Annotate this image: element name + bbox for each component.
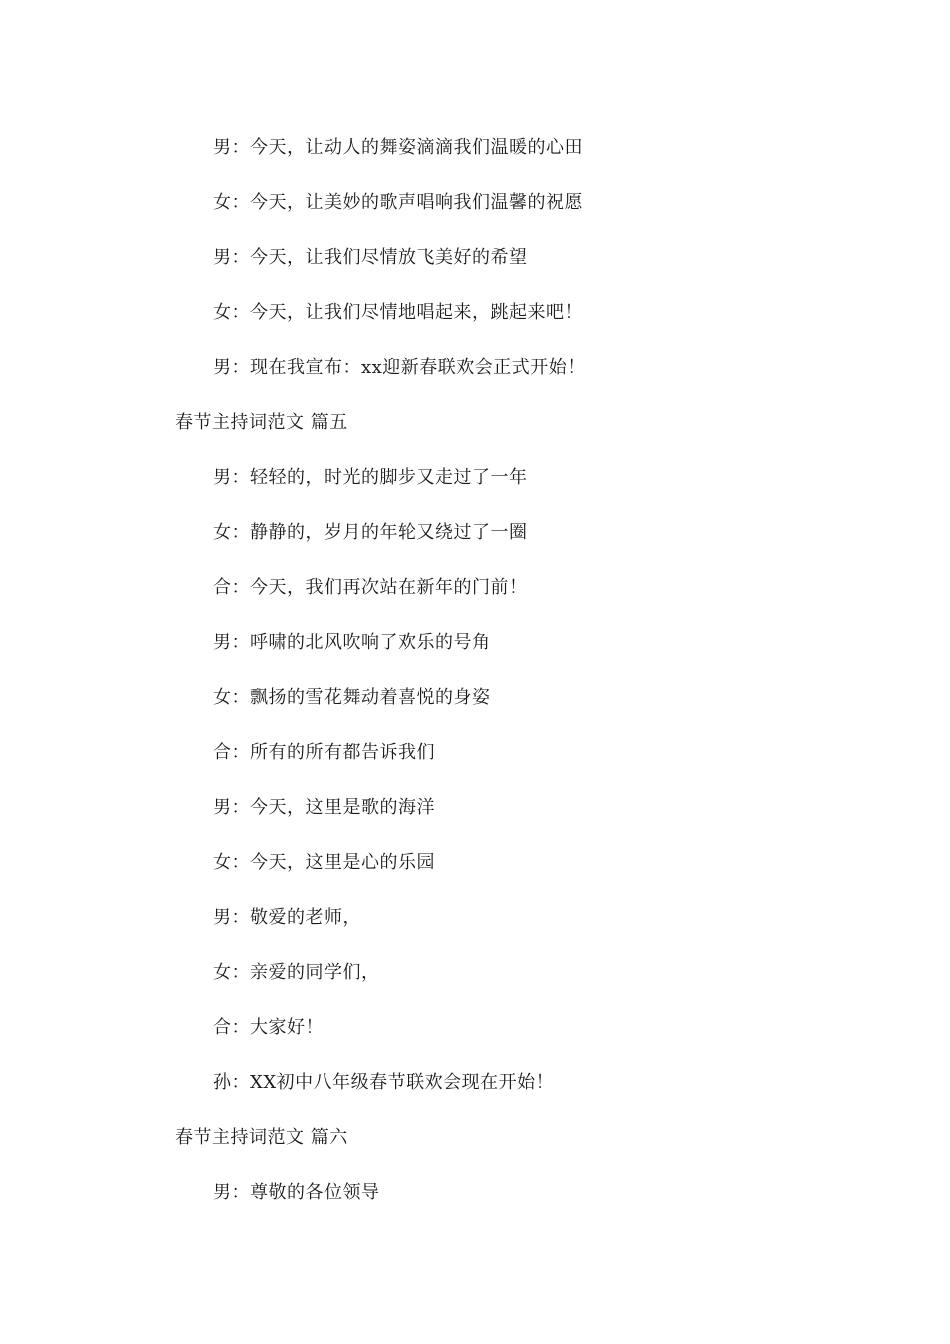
dialogue-line: 合：所有的所有都告诉我们 [213,742,435,763]
dialogue-line: 男：今天，让我们尽情放飞美好的希望 [213,247,528,268]
dialogue-line: 女：今天，让我们尽情地唱起来，跳起来吧！ [213,302,583,323]
dialogue-line: 男：轻轻的，时光的脚步又走过了一年 [213,467,528,488]
section-heading: 春节主持词范文 篇六 [175,1127,348,1148]
dialogue-line: 男：今天，这里是歌的海洋 [213,797,435,818]
dialogue-line: 合：大家好！ [213,1017,324,1038]
dialogue-line: 男：敬爱的老师， [213,907,361,928]
dialogue-line: 女：今天，让美妙的歌声唱响我们温馨的祝愿 [213,192,583,213]
dialogue-line: 孙：XX初中八年级春节联欢会现在开始！ [213,1072,555,1093]
dialogue-line: 女：飘扬的雪花舞动着喜悦的身姿 [213,687,491,708]
dialogue-line: 女：静静的，岁月的年轮又绕过了一圈 [213,522,528,543]
dialogue-line: 女：今天，这里是心的乐园 [213,852,435,873]
dialogue-line: 合：今天，我们再次站在新年的门前！ [213,577,528,598]
dialogue-line: 男：现在我宣布：xx迎新春联欢会正式开始！ [213,357,586,378]
dialogue-line: 男：尊敬的各位领导 [213,1182,380,1203]
dialogue-line: 女：亲爱的同学们， [213,962,380,983]
dialogue-line: 男：呼啸的北风吹响了欢乐的号角 [213,632,491,653]
dialogue-line: 男：今天，让动人的舞姿滴滴我们温暖的心田 [213,137,583,158]
section-heading: 春节主持词范文 篇五 [175,412,348,433]
